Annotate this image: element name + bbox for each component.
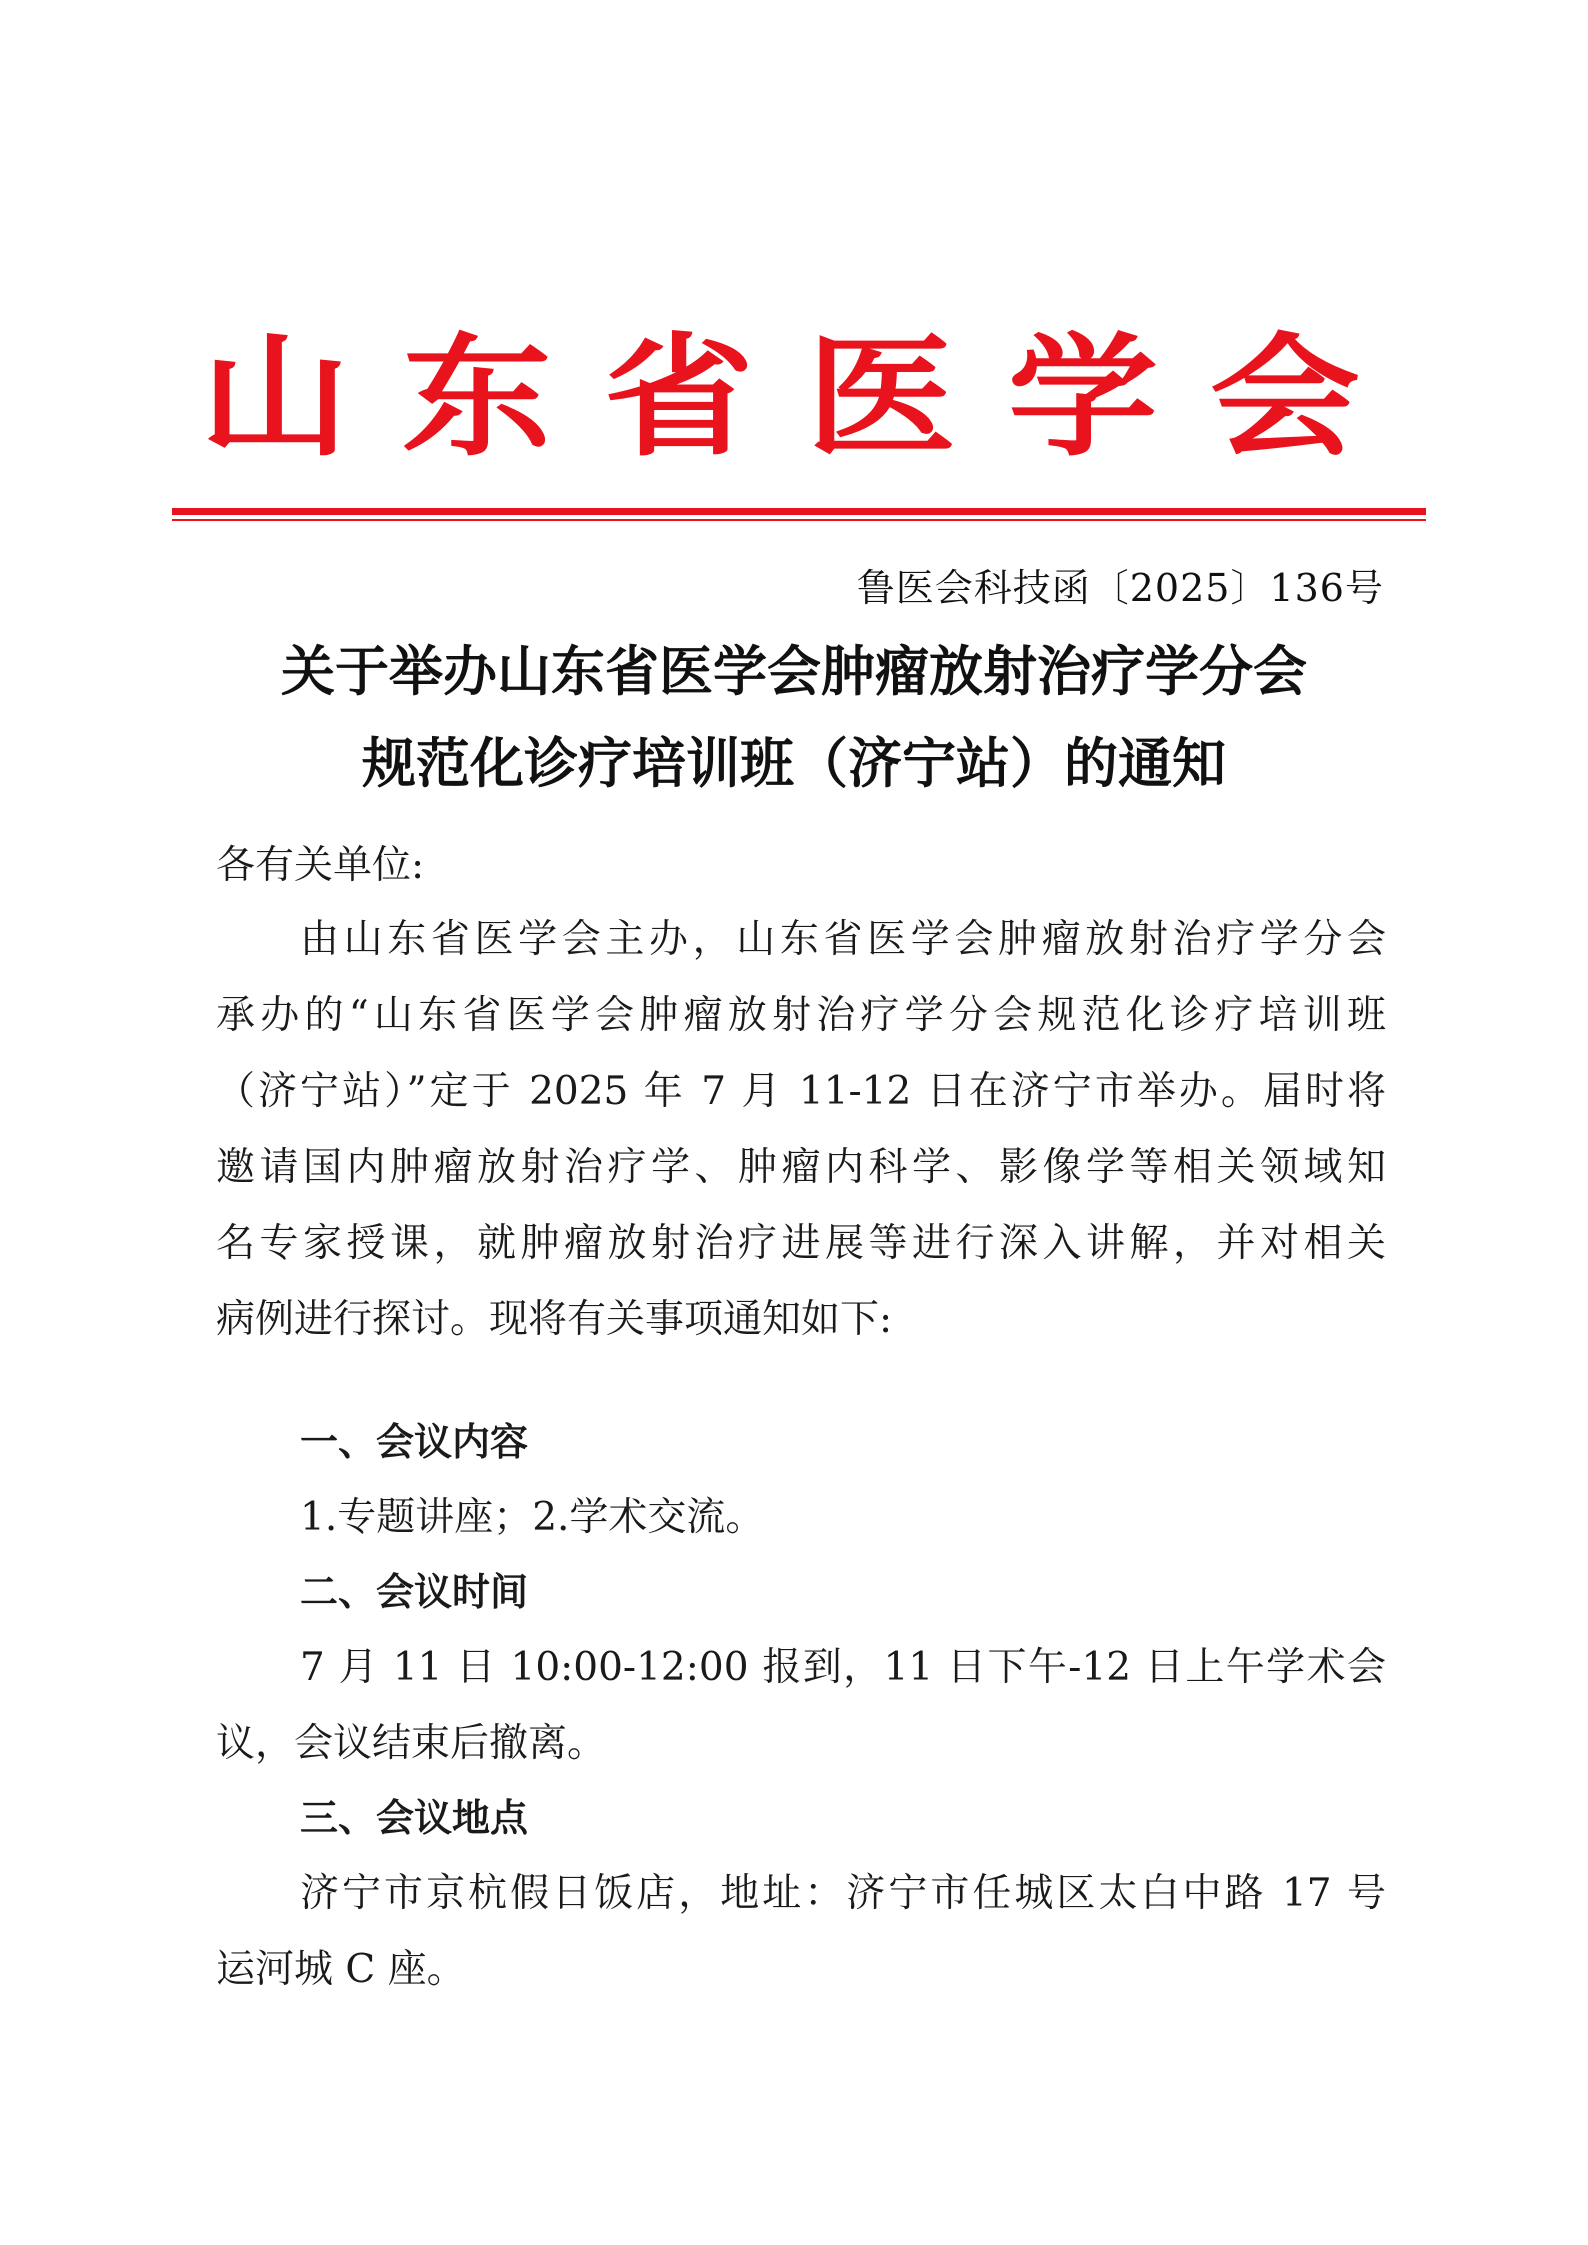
letterhead-char: 省 xyxy=(603,321,754,475)
letterhead-divider-thick xyxy=(172,508,1426,515)
document-number: 鲁医会科技函〔2025〕136号 xyxy=(856,566,1384,610)
intro-line: （济宁站）”定于 2025 年 7 月 11-12 日在济宁市举办。届时将 xyxy=(216,1069,1386,1114)
letterhead-char: 医 xyxy=(805,321,956,475)
document-title-line-1: 关于举办山东省医学会肿瘤放射治疗学分会 xyxy=(281,640,1307,703)
intro-line: 承办的“山东省医学会肿瘤放射治疗学分会规范化诊疗培训班 xyxy=(216,993,1386,1038)
intro-line: 病例进行探讨。现将有关事项通知如下: xyxy=(216,1297,893,1342)
salutation: 各有关单位: xyxy=(216,843,425,888)
section-time-line: 7 月 11 日 10:00-12:00 报到，11 日下午-12 日上午学术会 xyxy=(300,1645,1386,1690)
section-location-line: 济宁市京杭假日饭店，地址：济宁市任城区太白中路 17 号 xyxy=(300,1871,1386,1916)
intro-line: 名专家授课，就肿瘤放射治疗进展等进行深入讲解，并对相关 xyxy=(216,1221,1386,1266)
letterhead-char: 会 xyxy=(1209,321,1360,475)
document-title-line-2: 规范化诊疗培训班（济宁站）的通知 xyxy=(362,732,1226,795)
letterhead-char: 东 xyxy=(401,321,552,475)
letterhead-char: 山 xyxy=(200,321,351,475)
section-heading-time: 二、会议时间 xyxy=(300,1570,529,1614)
section-heading-location: 三、会议地点 xyxy=(300,1796,529,1840)
letterhead-organization-name xyxy=(200,318,1360,478)
section-heading-content: 一、会议内容 xyxy=(300,1420,529,1464)
section-content-line: 1.专题讲座；2.学术交流。 xyxy=(300,1495,765,1540)
intro-line: 邀请国内肿瘤放射治疗学、肿瘤内科学、影像学等相关领域知 xyxy=(216,1145,1386,1190)
section-time-line: 议，会议结束后撤离。 xyxy=(216,1721,607,1766)
letterhead-divider-thin xyxy=(172,519,1426,521)
section-location-line: 运河城 C 座。 xyxy=(216,1947,466,1992)
intro-line: 由山东省医学会主办，山东省医学会肿瘤放射治疗学分会 xyxy=(300,917,1386,962)
letterhead-char: 学 xyxy=(1007,321,1158,475)
